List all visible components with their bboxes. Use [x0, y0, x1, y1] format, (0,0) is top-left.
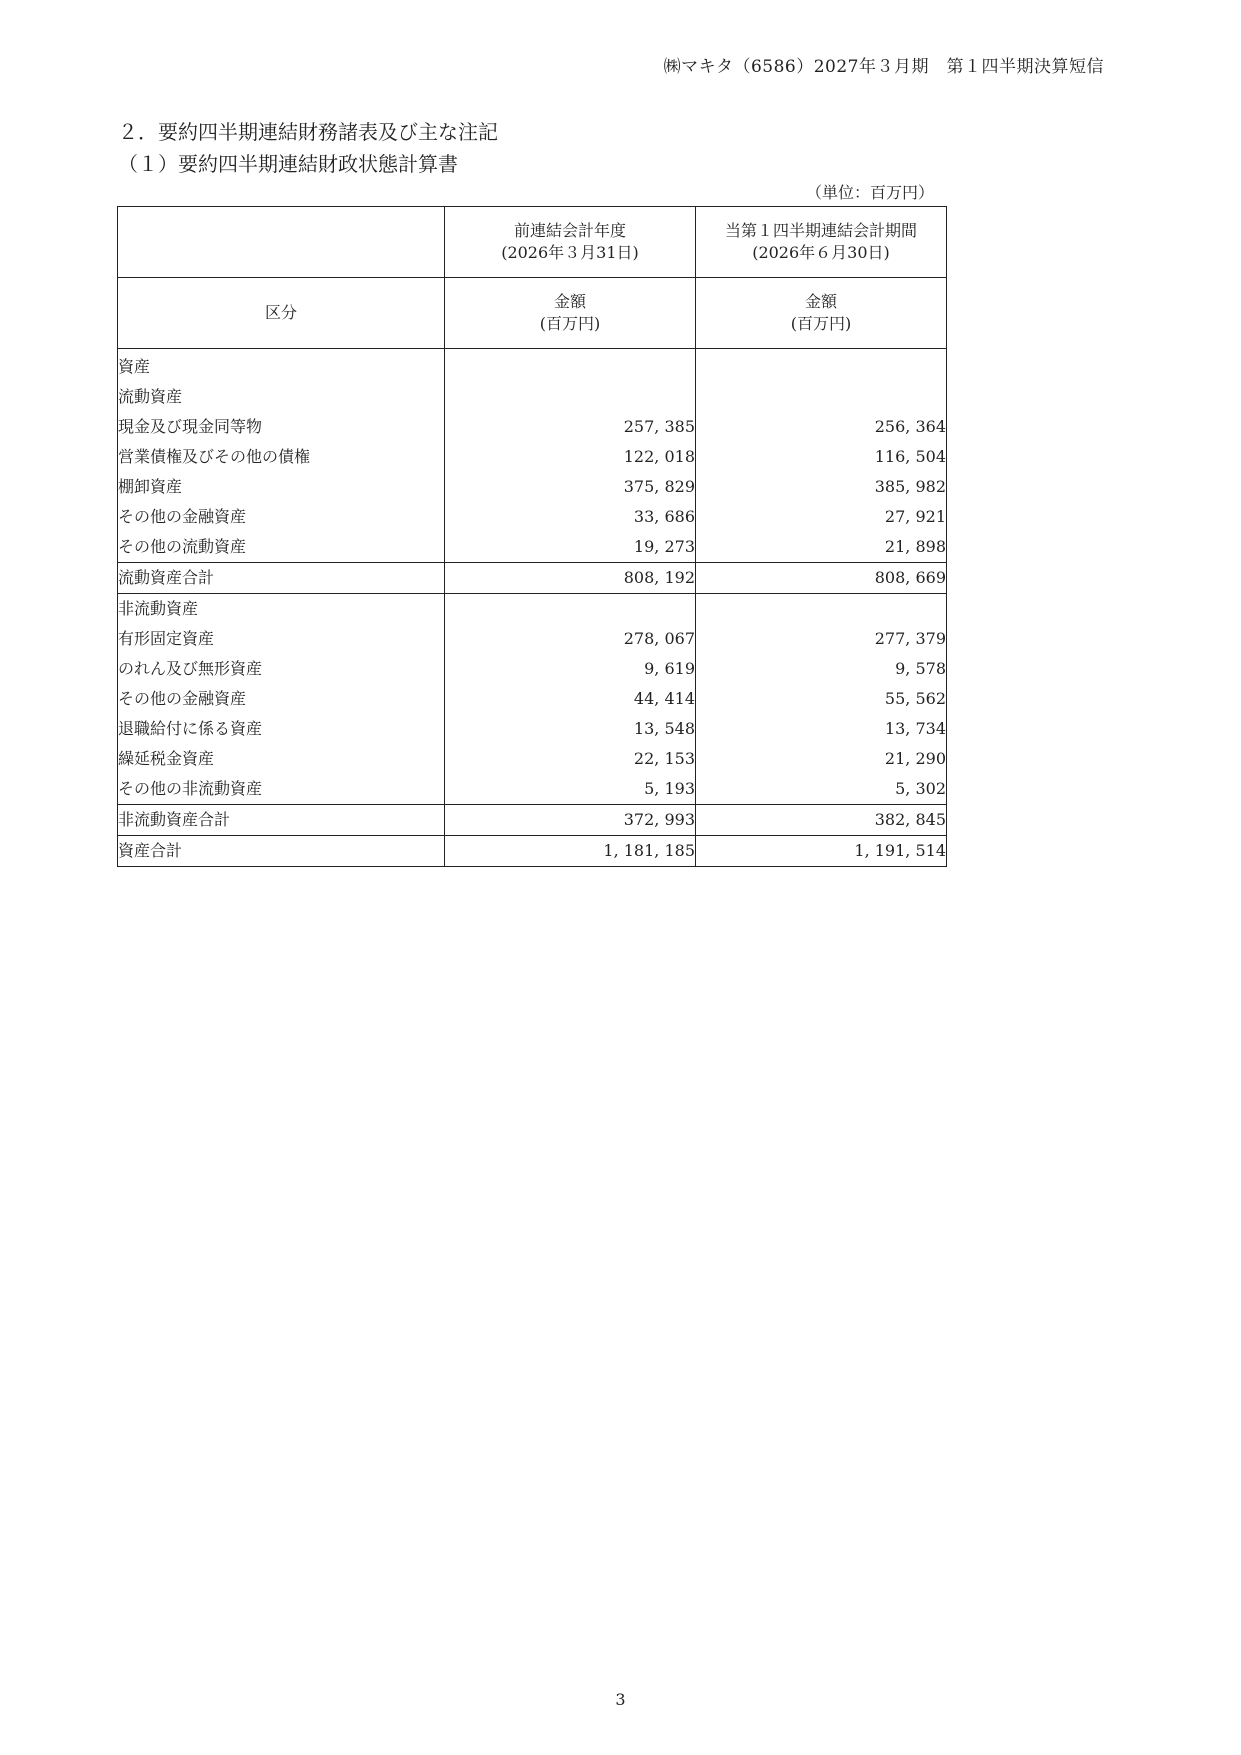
curr-value: 382, 845 [696, 805, 947, 836]
amount-unit: (百万円) [539, 314, 601, 333]
curr-value [696, 349, 947, 383]
table-row [118, 774, 947, 805]
curr-value: 808, 669 [696, 563, 947, 594]
prev-value: 257, 385 [445, 412, 696, 442]
table-row [118, 684, 947, 714]
subtotal-row [118, 563, 947, 594]
section-title: ２．要約四半期連結財務諸表及び主な注記 [118, 120, 498, 144]
curr-value [696, 594, 947, 625]
header-curr-period-line1: 当第１四半期連結会計期間 [724, 221, 917, 240]
amount-unit: (百万円) [790, 314, 852, 333]
prev-value: 9, 619 [445, 654, 696, 684]
curr-value: 55, 562 [696, 684, 947, 714]
header-amount-curr [696, 278, 947, 349]
unit-note: （単位：百万円） [806, 183, 935, 202]
row-label: 繰延税金資産 [118, 744, 445, 774]
grand-total-row [118, 836, 947, 867]
curr-value [696, 382, 947, 412]
curr-value: 116, 504 [696, 442, 947, 472]
prev-value: 33, 686 [445, 502, 696, 532]
row-label: 非流動資産合計 [118, 805, 445, 836]
table-row [118, 502, 947, 532]
row-label: 流動資産 [118, 382, 445, 412]
header-curr-period-line2: (2026年６月30日) [752, 243, 890, 262]
prev-value: 5, 193 [445, 774, 696, 805]
row-label: 棚卸資産 [118, 472, 445, 502]
page-number: 3 [615, 1690, 626, 1709]
table-row [118, 654, 947, 684]
header-prev-period-line2: (2026年３月31日) [501, 243, 639, 262]
row-label: その他の金融資産 [118, 502, 445, 532]
row-label: その他の流動資産 [118, 532, 445, 563]
table-row [118, 412, 947, 442]
prev-value: 122, 018 [445, 442, 696, 472]
prev-value: 1, 181, 185 [445, 836, 696, 867]
curr-value: 5, 302 [696, 774, 947, 805]
curr-value: 256, 364 [696, 412, 947, 442]
header-curr-period [696, 207, 947, 278]
curr-value: 27, 921 [696, 502, 947, 532]
header-prev-period-line1: 前連結会計年度 [513, 221, 626, 240]
header-category: 区分 [118, 278, 445, 349]
prev-value [445, 594, 696, 625]
prev-value [445, 382, 696, 412]
table-row [118, 744, 947, 774]
curr-value: 21, 290 [696, 744, 947, 774]
row-label: 現金及び現金同等物 [118, 412, 445, 442]
document-header: ㈱マキタ（6586）2027年３月期 第１四半期決算短信 [663, 57, 1104, 77]
table-row [118, 382, 947, 412]
prev-value: 808, 192 [445, 563, 696, 594]
section-subtitle: （１）要約四半期連結財政状態計算書 [118, 152, 458, 176]
prev-value: 13, 548 [445, 714, 696, 744]
header-empty-cell [118, 207, 445, 278]
prev-value: 278, 067 [445, 624, 696, 654]
curr-value: 277, 379 [696, 624, 947, 654]
row-label: その他の金融資産 [118, 684, 445, 714]
amount-label: 金額 [804, 292, 837, 311]
prev-value: 372, 993 [445, 805, 696, 836]
curr-value: 13, 734 [696, 714, 947, 744]
header-amount-prev [445, 278, 696, 349]
curr-value: 385, 982 [696, 472, 947, 502]
prev-value: 375, 829 [445, 472, 696, 502]
table-row [118, 532, 947, 563]
prev-value: 19, 273 [445, 532, 696, 563]
amount-label: 金額 [553, 292, 586, 311]
table-row [118, 714, 947, 744]
row-label: 退職給付に係る資産 [118, 714, 445, 744]
table-row [118, 594, 947, 625]
prev-value: 22, 153 [445, 744, 696, 774]
row-label: 有形固定資産 [118, 624, 445, 654]
curr-value: 21, 898 [696, 532, 947, 563]
table-row [118, 349, 947, 383]
header-row-amounts [118, 278, 947, 349]
curr-value: 9, 578 [696, 654, 947, 684]
header-row-periods [118, 207, 947, 278]
row-label: のれん及び無形資産 [118, 654, 445, 684]
row-label: 資産合計 [118, 836, 445, 867]
curr-value: 1, 191, 514 [696, 836, 947, 867]
table-row [118, 472, 947, 502]
table-row [118, 442, 947, 472]
row-label: 非流動資産 [118, 594, 445, 625]
row-label: その他の非流動資産 [118, 774, 445, 805]
subtotal-row [118, 805, 947, 836]
header-prev-period [445, 207, 696, 278]
balance-sheet-table [117, 206, 947, 867]
prev-value [445, 349, 696, 383]
prev-value: 44, 414 [445, 684, 696, 714]
row-label: 営業債権及びその他の債権 [118, 442, 445, 472]
row-label: 資産 [118, 349, 445, 383]
row-label: 流動資産合計 [118, 563, 445, 594]
table-row [118, 624, 947, 654]
